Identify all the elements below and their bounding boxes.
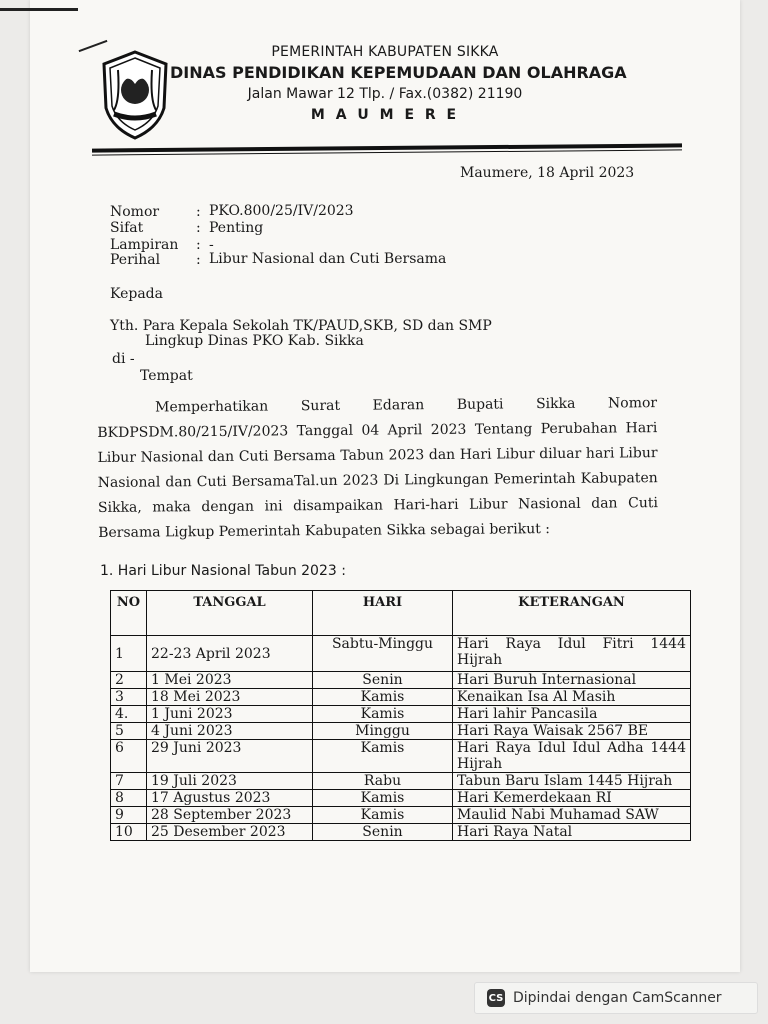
lampiran-colon: : [196, 237, 201, 253]
cell-no: 2 [111, 672, 147, 689]
cell-no: 9 [111, 807, 147, 824]
letterhead-city: M A U M E R E [310, 107, 460, 123]
cell-desc: Hari Buruh Internasional [453, 672, 691, 689]
cell-no: 8 [111, 790, 147, 807]
letter-date: Maumere, 18 April 2023 [460, 165, 635, 181]
holiday-table [110, 590, 691, 841]
letterhead-address: Jalan Mawar 12 Tlp. / Fax.(0382) 21190 [247, 86, 523, 102]
sifat-colon: : [196, 220, 201, 236]
cell-date: 1 Juni 2023 [147, 706, 313, 723]
di-label: di - [112, 351, 135, 367]
body-paragraph [97, 391, 658, 546]
cell-no: 5 [111, 723, 147, 740]
cell-desc: Kenaikan Isa Al Masih [453, 689, 691, 706]
perihal-value: Libur Nasional dan Cuti Bersama [209, 251, 447, 267]
cell-day: Rabu [313, 773, 453, 790]
cell-no: 4. [111, 706, 147, 723]
cell-day: Minggu [313, 723, 453, 740]
table-row [111, 706, 691, 723]
cell-date: 22-23 April 2023 [147, 636, 313, 672]
camscanner-logo-icon: CS [487, 989, 505, 1007]
scan-mark [0, 8, 78, 11]
header-no: NO [111, 591, 147, 636]
cell-no: 6 [111, 740, 147, 773]
cell-desc: Hari Kemerdekaan RI [453, 790, 691, 807]
nomor-colon: : [196, 204, 201, 220]
cell-day: Kamis [313, 790, 453, 807]
cell-desc: Hari Raya Natal [453, 824, 691, 841]
recipient-line: Yth. Para Kepala Sekolah TK/PAUD,SKB, SD dan SMP [110, 318, 492, 334]
letterhead-government: PEMERINTAH KABUPATEN SIKKA [271, 44, 499, 60]
cell-no: 7 [111, 773, 147, 790]
cell-day: Senin [313, 672, 453, 689]
letterhead-agency: DINAS PENDIDIKAN KEPEMUDAAN DAN OLAHRAGA [170, 63, 627, 82]
cell-no: 10 [111, 824, 147, 841]
camscanner-watermark [474, 982, 758, 1014]
cell-desc-text: Hari Raya Idul Idul Adha 1444 Hijrah [457, 740, 686, 772]
sifat-label: Sifat [110, 220, 144, 236]
cell-desc: Hari lahir Pancasila [453, 706, 691, 723]
table-row [111, 807, 691, 824]
cell-desc: Maulid Nabi Muhamad SAW [453, 807, 691, 824]
regency-emblem-icon [100, 50, 170, 140]
cell-day: Kamis [313, 740, 453, 773]
table-row [111, 773, 691, 790]
table-header-row [111, 591, 691, 636]
lampiran-label: Lampiran [110, 237, 179, 253]
cell-day: Kamis [313, 807, 453, 824]
cell-date: 28 September 2023 [147, 807, 313, 824]
kepada-label: Kepada [110, 286, 163, 302]
section-heading: 1. Hari Libur Nasional Tabun 2023 : [100, 563, 346, 579]
nomor-label: Nomor [110, 204, 160, 220]
sifat-value: Penting [209, 220, 264, 236]
perihal-colon: : [196, 252, 201, 268]
table-row [111, 790, 691, 807]
cell-desc: Hari Raya Waisak 2567 BE [453, 723, 691, 740]
cell-no: 3 [111, 689, 147, 706]
cell-date: 25 Desember 2023 [147, 824, 313, 841]
cell-date: 19 Juli 2023 [147, 773, 313, 790]
table-row [111, 689, 691, 706]
cell-desc [453, 636, 691, 672]
cell-desc: Tabun Baru Islam 1445 Hijrah [453, 773, 691, 790]
nomor-value: PKO.800/25/IV/2023 [209, 203, 354, 219]
table-row [111, 672, 691, 689]
cell-day: Sabtu-Minggu [313, 636, 453, 672]
cell-date: 29 Juni 2023 [147, 740, 313, 773]
cell-date: 4 Juni 2023 [147, 723, 313, 740]
cell-day: Kamis [313, 689, 453, 706]
letterhead [170, 42, 627, 126]
camscanner-text: Dipindai dengan CamScanner [513, 990, 722, 1006]
tempat-label: Tempat [140, 368, 193, 384]
body-text: Memperhatikan Surat Edaran Bupati Sikka Nomor BKDPSDM.80/215/IV/2023 Tanggal 04 April 2023 Tentang Perubahan Hari Libur Nasional dan Cuti Bersama Tabun 2023 dan Hari Libur diluar hari Libur Nasional dan Cuti BersamaTal.un 2023 Di Lingkungan Pemerintah Kabupaten Sikka, maka dengan ini disampaikan Hari-hari Libur Nasional dan Cuti Bersama Ligkup Pemerintah Kabupaten Sikka sebagai berikut : [97, 395, 659, 541]
table-row [111, 723, 691, 740]
cell-day: Senin [313, 824, 453, 841]
perihal-label: Perihal [110, 252, 161, 268]
cell-no: 1 [111, 636, 147, 672]
table-row [111, 824, 691, 841]
recipient-scope: Lingkup Dinas PKO Kab. Sikka [145, 333, 364, 349]
table-row [111, 636, 691, 672]
cell-date: 1 Mei 2023 [147, 672, 313, 689]
cell-date: 18 Mei 2023 [147, 689, 313, 706]
table-row [111, 740, 691, 773]
cell-desc [453, 740, 691, 773]
cell-day: Kamis [313, 706, 453, 723]
header-keterangan: KETERANGAN [453, 591, 691, 636]
header-hari: HARI [313, 591, 453, 636]
header-tanggal: TANGGAL [147, 591, 313, 636]
cell-desc-text: Hari Raya Idul Fitri 1444 Hijrah [457, 636, 686, 668]
cell-date: 17 Agustus 2023 [147, 790, 313, 807]
lampiran-value: - [209, 237, 214, 253]
